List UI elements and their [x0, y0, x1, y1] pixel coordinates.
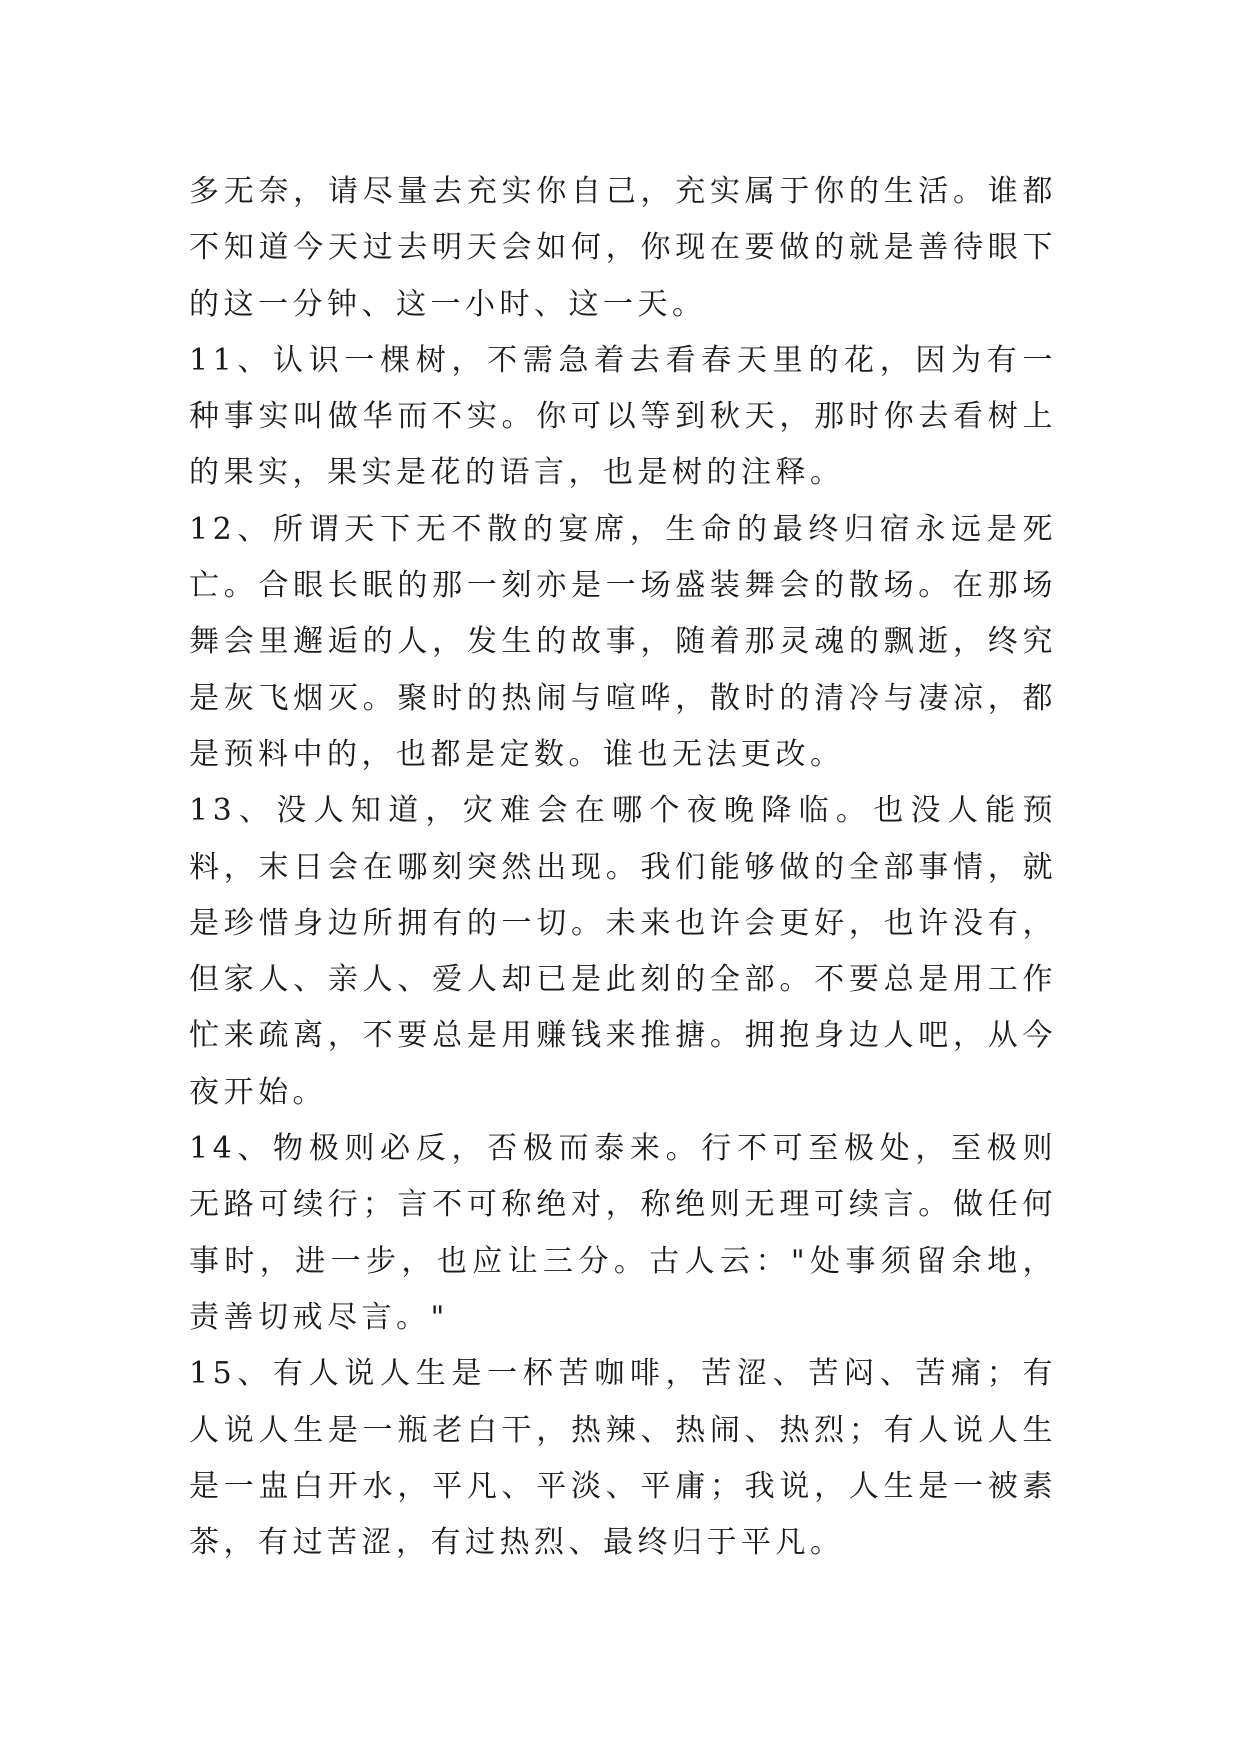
paragraph-11: 11、认识一棵树，不需急着去看春天里的花，因为有一种事实叫做华而不实。你可以等到秋天，那时你去看树上的果实，果实是花的语言，也是树的注释。 — [189, 342, 1057, 491]
paragraph-13: 13、没人知道，灾难会在哪个夜晚降临。也没人能预料，末日会在哪刻突然出现。我们能够做的全部事情，就是珍惜身边所拥有的一切。未来也许会更好，也许没有，但家人、亲人、爱人却已是此刻的全部。不要总是用工作忙来疏离，不要总是用赚钱来推搪。拥抱身边人吧，从今夜开始。 — [189, 793, 1057, 1110]
paragraph-14: 14、物极则必反，否极而泰来。行不可至极处，至极则无路可续行；言不可称绝对，称绝则无理可续言。做任何事时，进一步，也应让三分。古人云："处事须留余地，责善切戒尽言。" — [189, 1131, 1057, 1335]
paragraph-continuation: 多无奈，请尽量去充实你自己，充实属于你的生活。谁都不知道今天过去明天会如何，你现在要做的就是善待眼下的这一分钟、这一小时、这一天。 — [189, 174, 1057, 322]
document-body — [189, 164, 1057, 1571]
paragraph-15: 15、有人说人生是一杯苦咖啡，苦涩、苦闷、苦痛；有人说人生是一瓶老白干，热辣、热闹、热烈；有人说人生是一盅白开水，平凡、平淡、平庸；我说，人生是一被素茶，有过苦涩，有过热烈、最终归于平凡。 — [189, 1356, 1057, 1561]
paragraph-12: 12、所谓天下无不散的宴席，生命的最终归宿永远是死亡。合眼长眠的那一刻亦是一场盛装舞会的散场。在那场舞会里邂逅的人，发生的故事，随着那灵魂的飘逝，终究是灰飞烟灭。聚时的热闹与喧哗，散时的清冷与凄凉，都是预料中的，也都是定数。谁也无法更改。 — [189, 511, 1057, 772]
